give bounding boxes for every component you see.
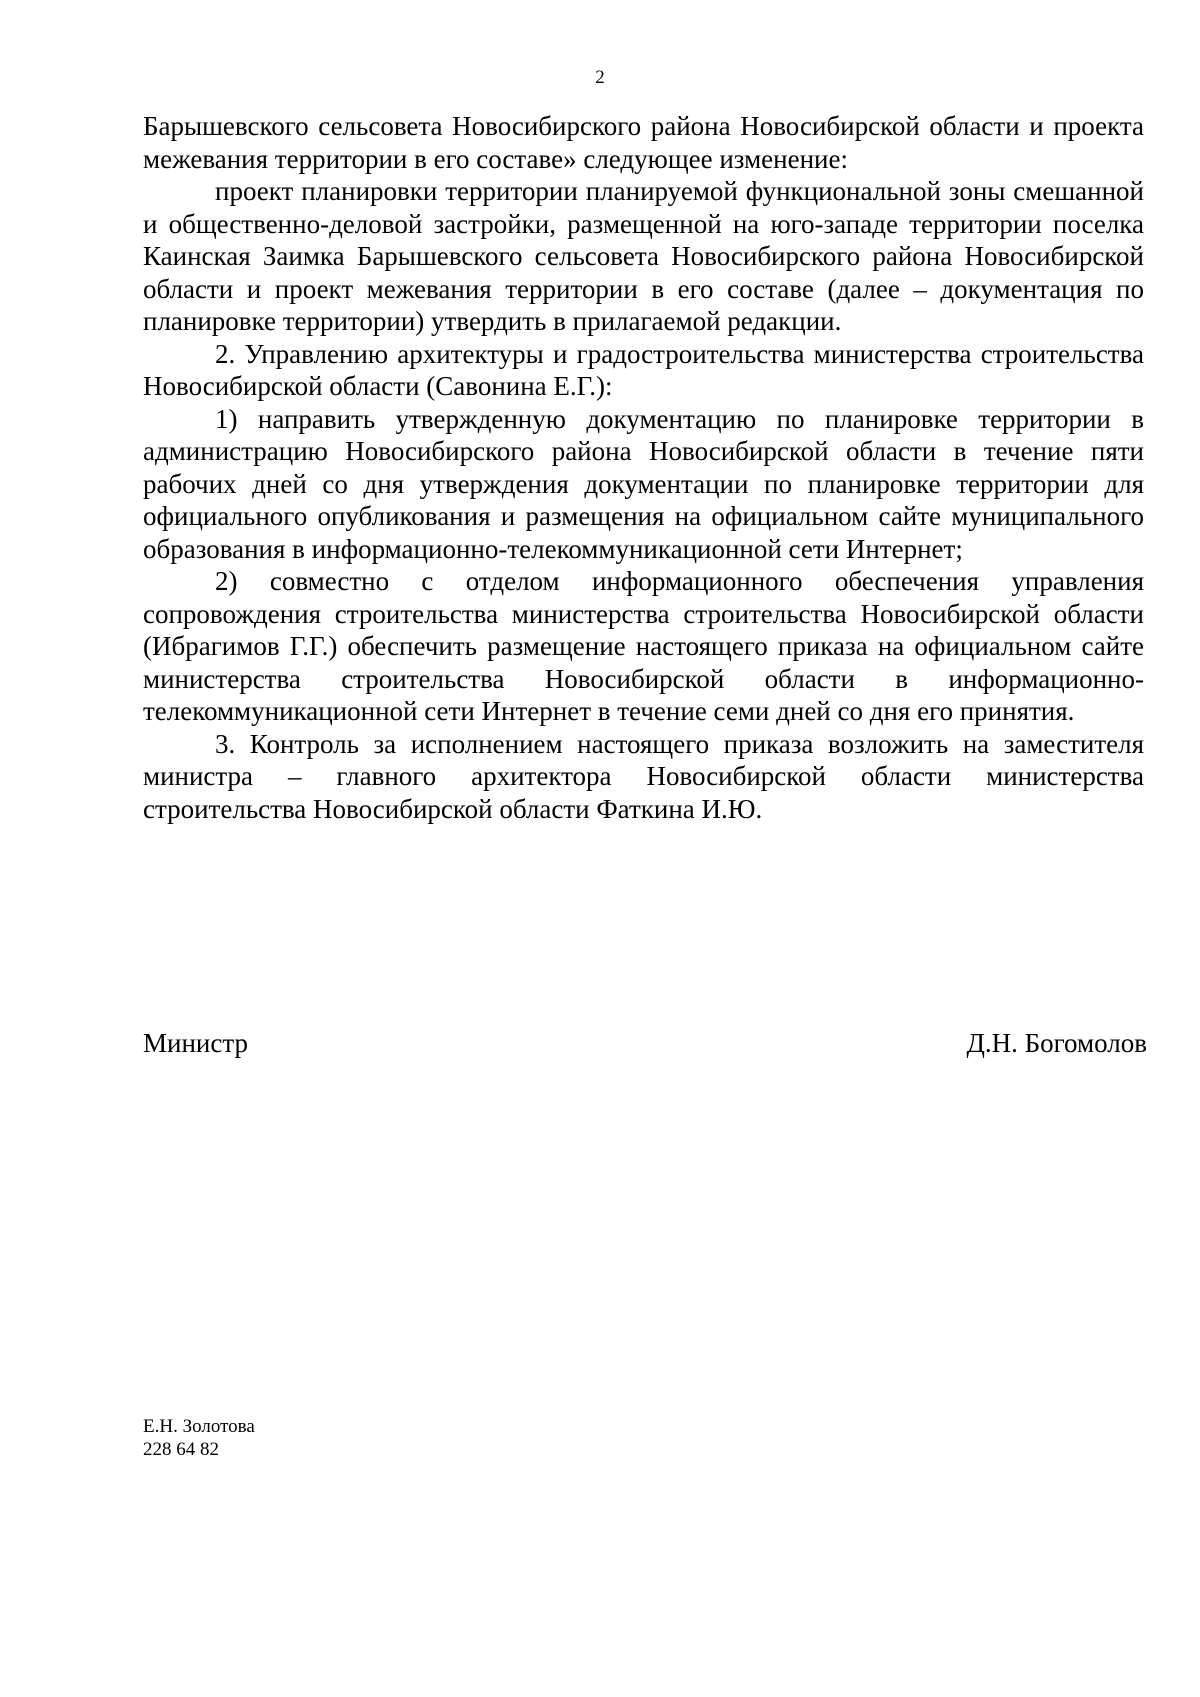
paragraph-subitem-1: 1) направить утвержденную документацию по планировке территории в администрацию Новосибирского района Новосибирской области в течение пяти рабочих дней со дня утверждения документации по планировке территории для официального опубликования и размещения на официальном сайте муниципального образования в информационно-телекоммуникационной сети Интернет; <box>143 403 1144 564</box>
executor-phone: 228 64 82 <box>143 1439 219 1460</box>
executor-name: Е.Н. Золотова <box>143 1416 255 1437</box>
signature-block <box>143 1026 1147 1062</box>
paragraph-item-2: 2. Управлению архитектуры и градостроительства министерства строительства Новосибирской области (Савонина Е.Г.): <box>143 338 1144 401</box>
page-number: 2 <box>595 67 605 88</box>
paragraph-subitem-2: 2) совместно с отделом информационного обеспечения управления сопровождения строительства министерства строительства Новосибирской области (Ибрагимов Г.Г.) обеспечить размещение настоящего приказа на официальном сайте министерства строительства Новосибирской области в информационно-телекоммуникационной сети Интернет в течение семи дней со дня его принятия. <box>143 566 1144 726</box>
document-body <box>143 110 1144 825</box>
paragraph-amendment: проект планировки территории планируемой функциональной зоны смешанной и общественно-деловой застройки, размещенной на юго-западе территории поселка Каинская Заимка Барышевского сельсовета Новосибирского района Новосибирской области и проект межевания территории в его составе (далее – документация по планировке территории) утвердить в прилагаемой редакции. <box>143 176 1144 336</box>
paragraph-item-3: 3. Контроль за исполнением настоящего приказа возложить на заместителя министра – главного архитектора Новосибирской области министерства строительства Новосибирской области Фаткина И.Ю. <box>143 728 1144 824</box>
executor-block <box>143 1415 255 1461</box>
signatory-position: Министр <box>143 1028 248 1058</box>
paragraph-continuation: Барышевского сельсовета Новосибирского района Новосибирской области и проекта межевания территории в его составе» следующее изменение: <box>143 111 1144 174</box>
signatory-name: Д.Н. Богомолов <box>966 1028 1147 1058</box>
